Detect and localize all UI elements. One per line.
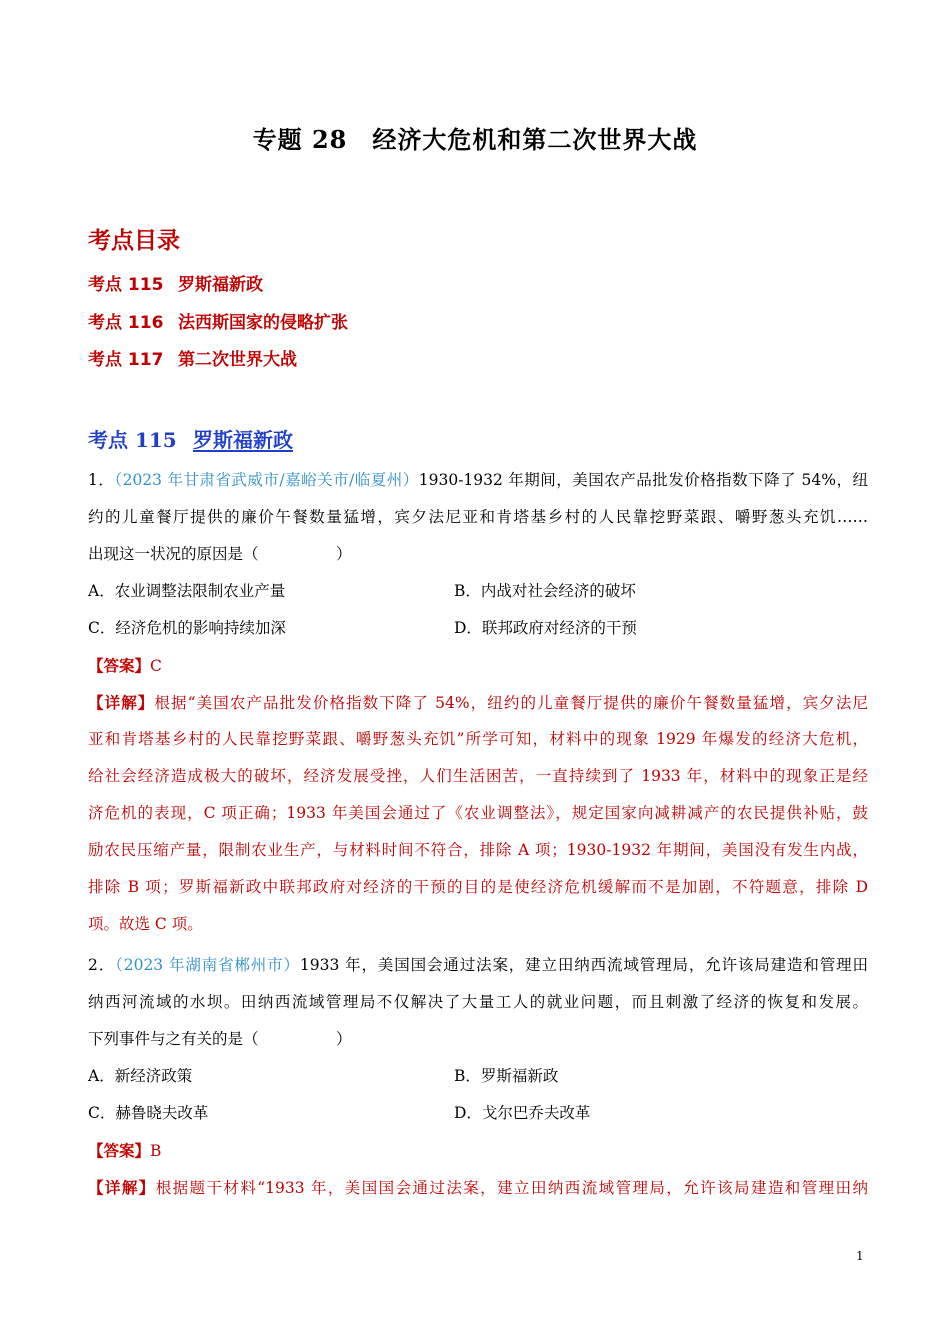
option-b[interactable]: B．罗斯福新政 [454,1067,559,1085]
question-stem: 1930-1932 年期间，美国农产品批发价格指数下降了 54%，纽 [418,471,868,489]
answer-tag: 【答案】 [88,1141,151,1160]
section-heading-link[interactable] [88,424,293,453]
question-source: （2023 年甘肃省武威市/嘉峪关市/临夏州） [114,471,419,489]
option-b[interactable]: B．内战对社会经济的破坏 [454,582,636,600]
section-label: 罗斯福新政 [193,428,293,452]
question-2 [88,947,868,1206]
question-stem-line [88,462,868,499]
explain-tag: 【详解】 [88,1178,156,1197]
options-row [88,1095,868,1132]
toc-item-number: 考点 115 [88,275,164,295]
toc-item-label: 罗斯福新政 [178,275,263,295]
explanation-line: 【详解】根据“美国农产品批发价格指数下降了 54%，纽约的儿童餐厅提供的廉价午餐数量猛增，宾夕法尼 [88,693,868,712]
explanation-line: 项。故选 C 项。 [88,915,203,933]
page-number: 1 [856,1249,864,1263]
options-row [88,1058,868,1095]
question-1 [88,462,868,943]
toc-item-116[interactable] [88,308,348,333]
page-title: 专题 28 经济大危机和第二次世界大战 [252,125,698,154]
answer-value: B [150,1142,162,1160]
option-c[interactable]: C．赫鲁晓夫改革 [88,1104,209,1122]
question-stem-line [88,947,868,984]
question-stem-line: 出现这一状况的原因是（ ） [88,545,352,563]
toc-heading: 考点目录 [88,228,180,254]
question-stem-line: 约的儿童餐厅提供的廉价午餐数量猛增，宾夕法尼亚和肯塔基乡村的人民靠挖野菜跟、嚼野葱头充饥…… [88,508,868,526]
answer-value: C [150,657,162,675]
question-number: 2． [88,956,116,974]
question-stem: 1933 年，美国国会通过法案，建立田纳西流域管理局，允许该局建造和管理田 [299,956,868,974]
explanation-line: 【详解】根据题干材料“1933 年，美国国会通过法案，建立田纳西流域管理局，允许该局建造和管理田纳 [88,1178,868,1197]
question-source: （2023 年湖南省郴州市） [115,956,300,974]
toc-item-115[interactable] [88,270,263,295]
answer-line [88,647,868,684]
toc-item-number: 考点 117 [88,350,164,370]
option-d[interactable]: D．戈尔巴乔夫改革 [454,1104,591,1122]
question-number: 1． [88,471,115,489]
toc-item-label: 第二次世界大战 [178,350,297,370]
explain-tag: 【详解】 [88,693,155,712]
answer-tag: 【答案】 [88,656,151,675]
option-a[interactable]: A．新经济政策 [88,1067,193,1085]
explanation-line: 给社会经济造成极大的破坏，经济发展受挫，人们生活困苦，一直持续到了 1933 年，材料中的现象正是经 [88,767,868,785]
explanation-line: 励农民压缩产量，限制农业生产，与材料时间不符合，排除 A 项；1930-1932 年期间，美国没有发生内战， [88,841,868,859]
toc-item-117[interactable] [88,345,297,370]
options-row [88,610,868,647]
explanation-line: 亚和肯塔基乡村的人民靠挖野菜跟、嚼野葱头充饥”所学可知，材料中的现象 1929 年爆发的经济大危机， [88,730,868,748]
explanation-line: 济危机的表现，C 项正确；1933 年美国会通过了《农业调整法》，规定国家向减耕减产的农民提供补贴，鼓 [88,804,868,822]
question-stem-line: 下列事件与之有关的是（ ） [88,1030,352,1048]
answer-line [88,1132,868,1169]
explanation-line: 排除 B 项；罗斯福新政中联邦政府对经济的干预的目的是使经济危机缓解而不是加剧，不符题意，排除 D [88,878,868,896]
option-a[interactable]: A．农业调整法限制农业产量 [88,582,286,600]
question-stem-line: 纳西河流域的水坝。田纳西流域管理局不仅解决了大量工人的就业问题，而且刺激了经济的恢复和发展。 [88,993,868,1011]
option-d[interactable]: D．联邦政府对经济的干预 [454,619,637,637]
section-number: 考点 115 [88,428,177,452]
option-c[interactable]: C．经济危机的影响持续加深 [88,619,286,637]
options-row [88,573,868,610]
toc-item-label: 法西斯国家的侵略扩张 [178,313,348,333]
toc-item-number: 考点 116 [88,313,164,333]
